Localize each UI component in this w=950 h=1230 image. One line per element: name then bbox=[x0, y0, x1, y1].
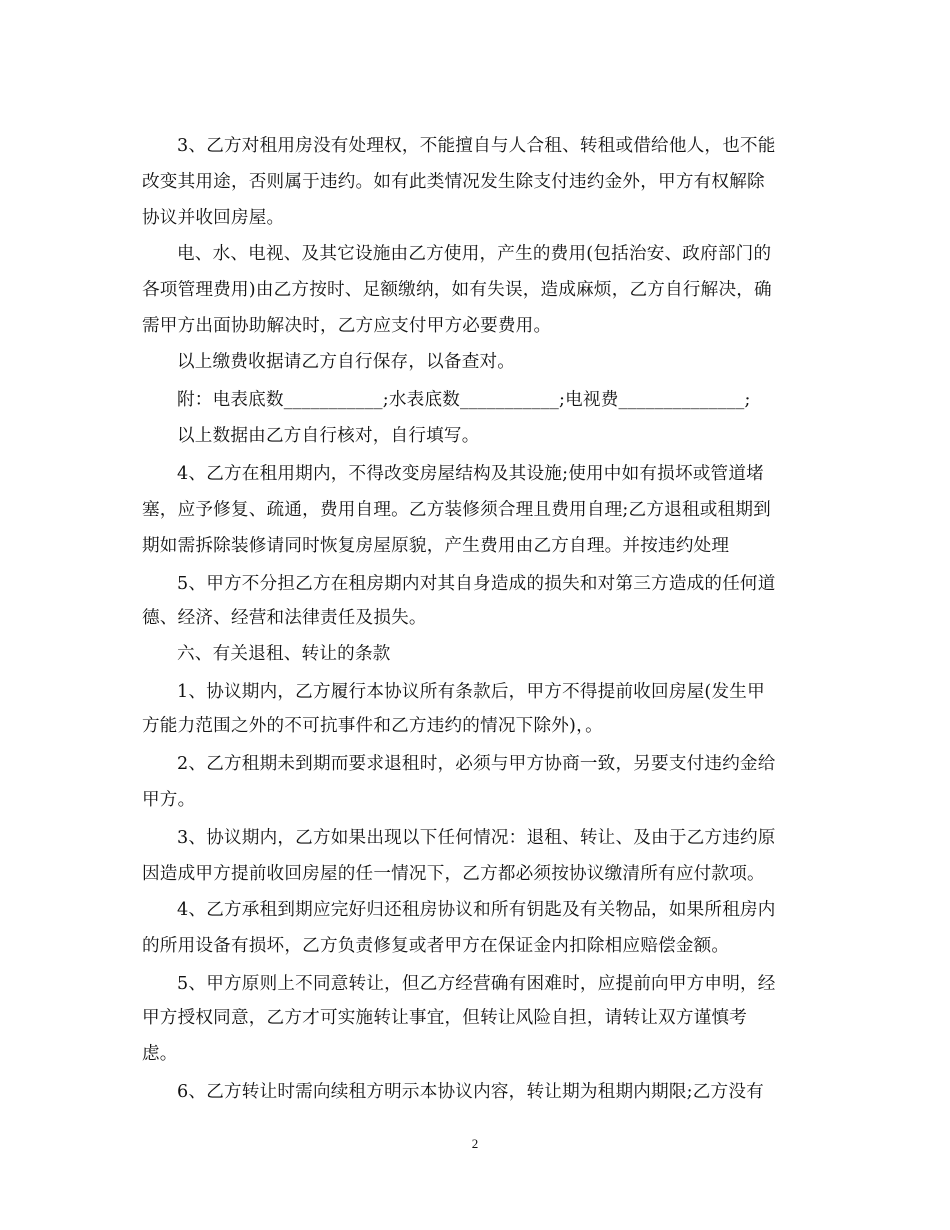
text-line: 4、乙方承租到期应完好归还租房协议和所有钥匙及有关物品，如果所租房内 bbox=[177, 900, 776, 920]
text-line: 方能力范围之外的不可抗事件和乙方违约的情况下除外)，。 bbox=[142, 716, 603, 736]
text-line: 甲方。 bbox=[142, 790, 196, 810]
text-line: 5、甲方原则上不同意转让，但乙方经营确有困难时，应提前向甲方申明，经 bbox=[177, 974, 776, 994]
text-line: 德、经济、经营和法律责任及损失。 bbox=[142, 608, 427, 628]
text-line: 甲方授权同意，乙方才可实施转让事宜，但转让风险自担，请转让双方谨慎考 bbox=[142, 1008, 747, 1028]
text-line: 3、协议期内，乙方如果出现以下任何情况：退租、转让、及由于乙方违约原 bbox=[177, 828, 776, 848]
text-line: 以上数据由乙方自行核对，自行填写。 bbox=[177, 426, 480, 446]
text-line: 1、协议期内，乙方履行本协议所有条款后，甲方不得提前收回房屋(发生甲 bbox=[177, 682, 765, 702]
section-heading: 六、有关退租、转让的条款 bbox=[177, 644, 391, 664]
text-line: 2、乙方租期未到期而要求退租时，必须与甲方协商一致，另要支付违约金给 bbox=[177, 754, 776, 774]
text-line: 附：电表底数___________;水表底数___________;电视费______________; bbox=[177, 390, 751, 410]
text-line: 塞，应予修复、疏通，费用自理。乙方装修须合理且费用自理;乙方退租或租期到 bbox=[142, 500, 771, 520]
text-line: 改变其用途，否则属于违约。如有此类情况发生除支付违约金外，甲方有权解除 bbox=[142, 172, 765, 192]
text-line: 的所用设备有损坏，乙方负责修复或者甲方在保证金内扣除相应赔偿金额。 bbox=[142, 936, 730, 956]
page-number: 2 bbox=[471, 1136, 479, 1151]
text-line: 电、水、电视、及其它设施由乙方使用，产生的费用(包括治安、政府部门的 bbox=[177, 244, 772, 264]
text-line: 以上缴费收据请乙方自行保存，以备查对。 bbox=[177, 352, 516, 372]
text-line: 虑。 bbox=[142, 1044, 178, 1064]
text-line: 4、乙方在租用期内，不得改变房屋结构及其设施;使用中如有损坏或管道堵 bbox=[177, 464, 764, 484]
text-line: 因造成甲方提前收回房屋的任一情况下，乙方都必须按协议缴清所有应付款项。 bbox=[142, 864, 765, 884]
text-line: 期如需拆除装修请同时恢复房屋原貌，产生费用由乙方自理。并按违约处理 bbox=[142, 536, 730, 556]
text-line: 6、乙方转让时需向续租方明示本协议内容，转让期为租期内期限;乙方没有 bbox=[177, 1082, 764, 1102]
text-line: 需甲方出面协助解决时，乙方应支付甲方必要费用。 bbox=[142, 316, 552, 336]
text-line: 各项管理费用)由乙方按时、足额缴纳，如有失误，造成麻烦，乙方自行解决，确 bbox=[142, 280, 772, 300]
text-line: 5、甲方不分担乙方在租房期内对其自身造成的损失和对第三方造成的任何道 bbox=[177, 574, 776, 594]
text-line: 3、乙方对租用房没有处理权，不能擅自与人合租、转租或借给他人，也不能 bbox=[177, 136, 776, 156]
text-line: 协议并收回房屋。 bbox=[142, 208, 285, 228]
